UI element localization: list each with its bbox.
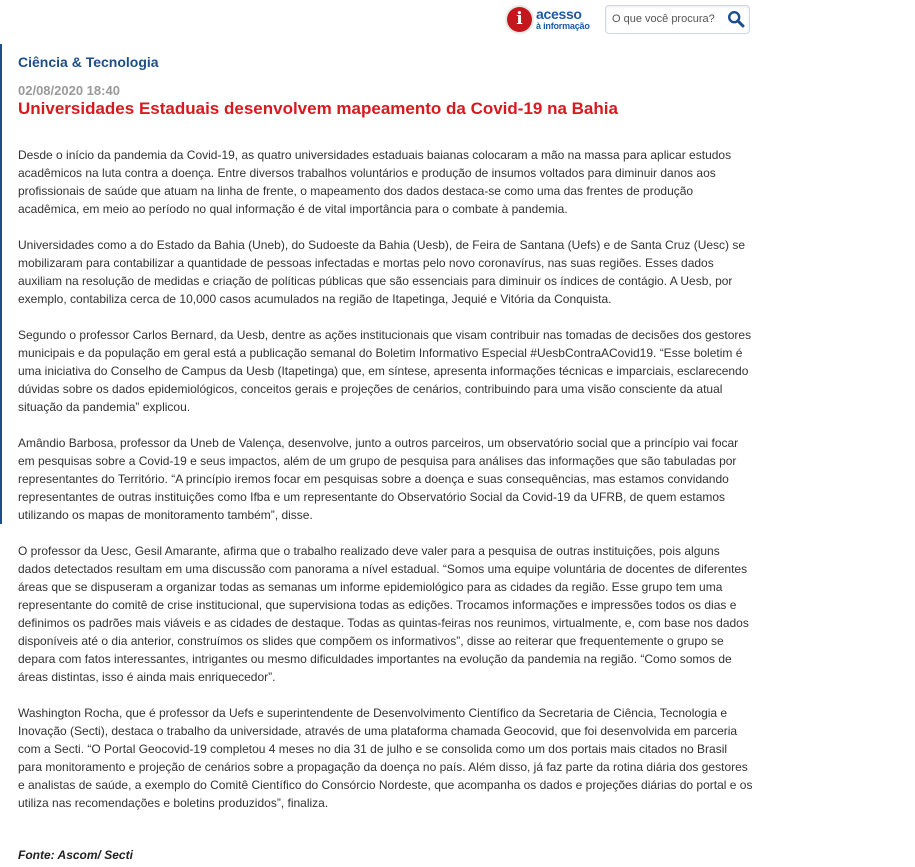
- top-bar: [0, 0, 915, 44]
- article-datetime: 02/08/2020 18:40: [18, 83, 120, 98]
- search-box: [605, 5, 750, 34]
- info-icon: i: [507, 7, 532, 32]
- article-paragraph: Amândio Barbosa, professor da Uneb de Valença, desenvolve, junto a outros parceiros, um observatório social que a princípio vai focar em pesquisas sobre a Covid-19 e seus impactos, além de um grupo de pesquisa para análises das informações que são tabuladas por representantes do Território. “A princípio iremos focar em pesquisas sobre a doença e suas consequências, mas estamos convidando representantes de outras instituições como Ifba e um representante do Observatório Social da Covid-19 da UFRB, de quem estamos utilizando os mapas de monitoramento também”, disse.: [18, 436, 739, 522]
- acesso-word: acesso: [536, 6, 582, 22]
- article-title: Universidades Estaduais desenvolvem mapeamento da Covid-19 na Bahia: [18, 99, 618, 118]
- acesso-subtitle: à informação: [536, 21, 590, 31]
- article-paragraph: Universidades como a do Estado da Bahia (Uneb), do Sudoeste da Bahia (Uesb), de Feira de Santana (Uefs) e de Santa Cruz (Uesc) se mobilizaram para contabilizar a quantidade de pessoas infectadas e mortas pelo novo coronavírus, nas suas regiões. Esses dados auxiliam na resolução de medidas e criação de políticas públicas que são essenciais para diminuir os índices de contágio. A Uesb, por exemplo, contabiliza cerca de 10,000 casos acumulados na região de Itapetinga, Jequié e Vitória da Conquista.: [18, 238, 746, 306]
- search-input[interactable]: [612, 10, 722, 28]
- search-button[interactable]: [727, 10, 745, 28]
- article-paragraph: O professor da Uesc, Gesil Amarante, afirma que o trabalho realizado deve valer para a pesquisa de outras instituições, pois alguns dados detectados resultam em uma discussão com panorama a nível estadual. “Somos uma equipe voluntária de docentes de diferentes áreas que se dispuseram a organizar todas as semanas um informe epidemiológico para as cidades da região. Esse grupo tem uma representante do comitê de crise institucional, que supervisiona todas as edições. Trocamos informações e impressões todos os dias e definimos os padrões mais viáveis e as cidades de destaque. Todas as quintas-feiras nos reunimos, virtualmente, e, com base nos dados disponíveis até o dia anterior, construímos os slides que compõem os informativos”, disse ao reiterar que frequentemente o grupo se depara com fatos interessantes, intrigantes ou mesmo dificuldades importantes na evolução da pandemia na região. “Como somos de áreas distintas, isso é ainda mais enriquecedor”.: [18, 544, 749, 684]
- article-paragraph: Desde o início da pandemia da Covid-19, as quatro universidades estaduais baianas colocaram a mão na massa para aplicar estudos acadêmicos na luta contra a doença. Entre diversos trabalhos voluntários e produção de insumos voltados para diminuir danos aos profissionais de saúde que atuam na linha de frente, o mapeamento dos dados destaca-se como uma das frentes de produção acadêmica, em meio ao período no qual informação é de vital importância para o combate à pandemia.: [18, 148, 732, 216]
- section-title[interactable]: Ciência & Tecnologia: [18, 54, 159, 70]
- main-content: [18, 52, 753, 830]
- article-paragraph: Washington Rocha, que é professor da Uefs e superintendente de Desenvolvimento Científico da Secretaria de Ciência, Tecnologia e Inovação (Secti), destaca o trabalho da universidade, através de uma plataforma chamada Geocovid, que foi desenvolvida em parceria com a Secti. “O Portal Geocovid-19 completou 4 meses no dia 31 de julho e se consolida como um dos portais mais citados no Brasil para monitoramento e projeção de cenários sobre a propagação da doença no país. Além disso, já faz parte da rotina diária dos gestores e analistas de saúde, a exemplo do Comitê Científico do Consórcio Nordeste, que acompanha os dados e projeções diárias do portal e os utiliza nas recomendações e boletins produzidos”, finaliza.: [18, 706, 753, 810]
- acesso-informacao-logo[interactable]: [507, 5, 590, 33]
- article-paragraph: Segundo o professor Carlos Bernard, da Uesb, dentre as ações institucionais que visam contribuir nas tomadas de decisões dos gestores municipais e da população em geral está a publicação semanal do Boletim Informativo Especial #UesbContraACovid19. “Esse boletim é uma iniciativa do Conselho de Campus da Uesb (Itapetinga) que, em síntese, apresenta informações técnicas e imparciais, esclarecendo dúvidas sobre os dados epidemiológicos, conceitos gerais e projeções de cenários, contribuindo para uma visão consciente da atual situação da pandemia” explicou.: [18, 328, 752, 414]
- acesso-informacao-text: [536, 7, 590, 31]
- article-body: [18, 146, 753, 812]
- article-source: Fonte: Ascom/ Secti: [18, 848, 133, 862]
- left-accent-rule: [0, 44, 2, 524]
- search-icon: [727, 10, 745, 28]
